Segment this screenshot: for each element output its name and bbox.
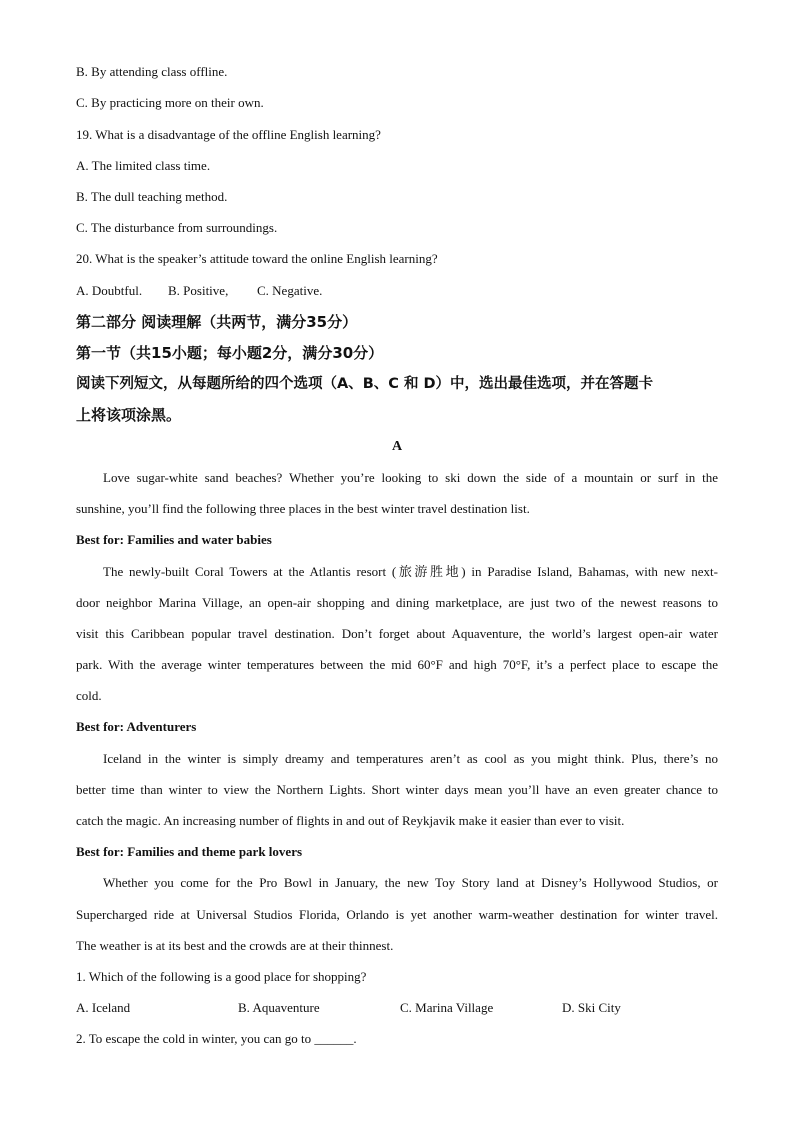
p3-line2: Supercharged ride at Universal Studios Florida, Orlando is yet another warm-weather destination for winter travel.: [76, 907, 718, 922]
p1-line4: park. With the average winter temperatures between the mid 60°F and high 70°F, it’s a perfect place to escape the: [76, 657, 718, 672]
heading-adventurers: Best for: Adventurers: [76, 719, 197, 734]
p2-line2: better time than winter to view the Northern Lights. Short winter days mean you’ll have an even greater chance to: [76, 782, 718, 797]
q20-option-c: C. Negative.: [257, 283, 323, 298]
q20-options: [76, 283, 718, 299]
passage-intro-line2: sunshine, you’ll find the following three places in the best winter travel destination list.: [76, 501, 530, 516]
section-instruction-line2: 上将该项涂黑。: [76, 406, 182, 424]
p2-line1: Iceland in the winter is simply dreamy and temperatures aren’t as cool as you might think. Plus, there’s no: [103, 751, 718, 766]
section-instruction-line1: 阅读下列短文，从每题所给的四个选项（A、B、C 和 D）中，选出最佳选项，并在答题卡: [76, 376, 654, 392]
q19-option-a: A. The limited class time.: [76, 158, 211, 173]
heading-theme-park-lovers: Best for: Families and theme park lovers: [76, 844, 303, 859]
p1-line3: visit this Caribbean popular travel destination. Don’t forget about Aquaventure, the world’s largest open-air water: [76, 626, 718, 641]
passage-intro-line1: Love sugar-white sand beaches? Whether you’re looking to ski down the side of a mountain or surf in the: [103, 470, 718, 485]
q1-option-a: A. Iceland: [76, 1000, 131, 1015]
p1-line2: door neighbor Marina Village, an open-air shopping and dining marketplace, are just two of the newest reasons to: [76, 595, 718, 610]
p3-line1: Whether you come for the Pro Bowl in January, the new Toy Story land at Disney’s Hollywood Studios, or: [103, 875, 718, 890]
q19-option-b: B. The dull teaching method.: [76, 189, 228, 204]
q19-question: 19. What is a disadvantage of the offline English learning?: [76, 127, 381, 142]
q18-option-c: C. By practicing more on their own.: [76, 95, 264, 110]
section-sub-title: 第一节（共15小题；每小题2分，满分30分）: [76, 344, 384, 362]
q1-option-c: C. Marina Village: [400, 1000, 494, 1015]
q1-question: 1. Which of the following is a good place for shopping?: [76, 969, 367, 984]
q20-option-a: A. Doubtful.: [76, 283, 143, 298]
q20-question: 20. What is the speaker’s attitude toward the online English learning?: [76, 251, 438, 266]
p3-line3: The weather is at its best and the crowds are at their thinnest.: [76, 938, 394, 953]
q20-option-b: B. Positive,: [168, 283, 229, 298]
q1-option-d: D. Ski City: [562, 1000, 621, 1015]
q19-option-c: C. The disturbance from surroundings.: [76, 220, 278, 235]
heading-families-water-babies: Best for: Families and water babies: [76, 532, 272, 547]
passage-label: A: [391, 439, 403, 454]
q1-option-b: B. Aquaventure: [238, 1000, 320, 1015]
q2-question: 2. To escape the cold in winter, you can go to ______.: [76, 1031, 357, 1046]
p1-line1: The newly-built Coral Towers at the Atlantis resort (旅游胜地) in Paradise Island, Bahamas, with new next-: [103, 564, 718, 579]
p2-line3: catch the magic. An increasing number of flights in and out of Reykjavik make it easier than ever to visit.: [76, 813, 625, 828]
section-part-title: 第二部分 阅读理解（共两节，满分35分）: [76, 313, 358, 331]
q1-options: [76, 1000, 718, 1016]
p1-line5: cold.: [76, 688, 102, 703]
q18-option-b: B. By attending class offline.: [76, 64, 228, 79]
